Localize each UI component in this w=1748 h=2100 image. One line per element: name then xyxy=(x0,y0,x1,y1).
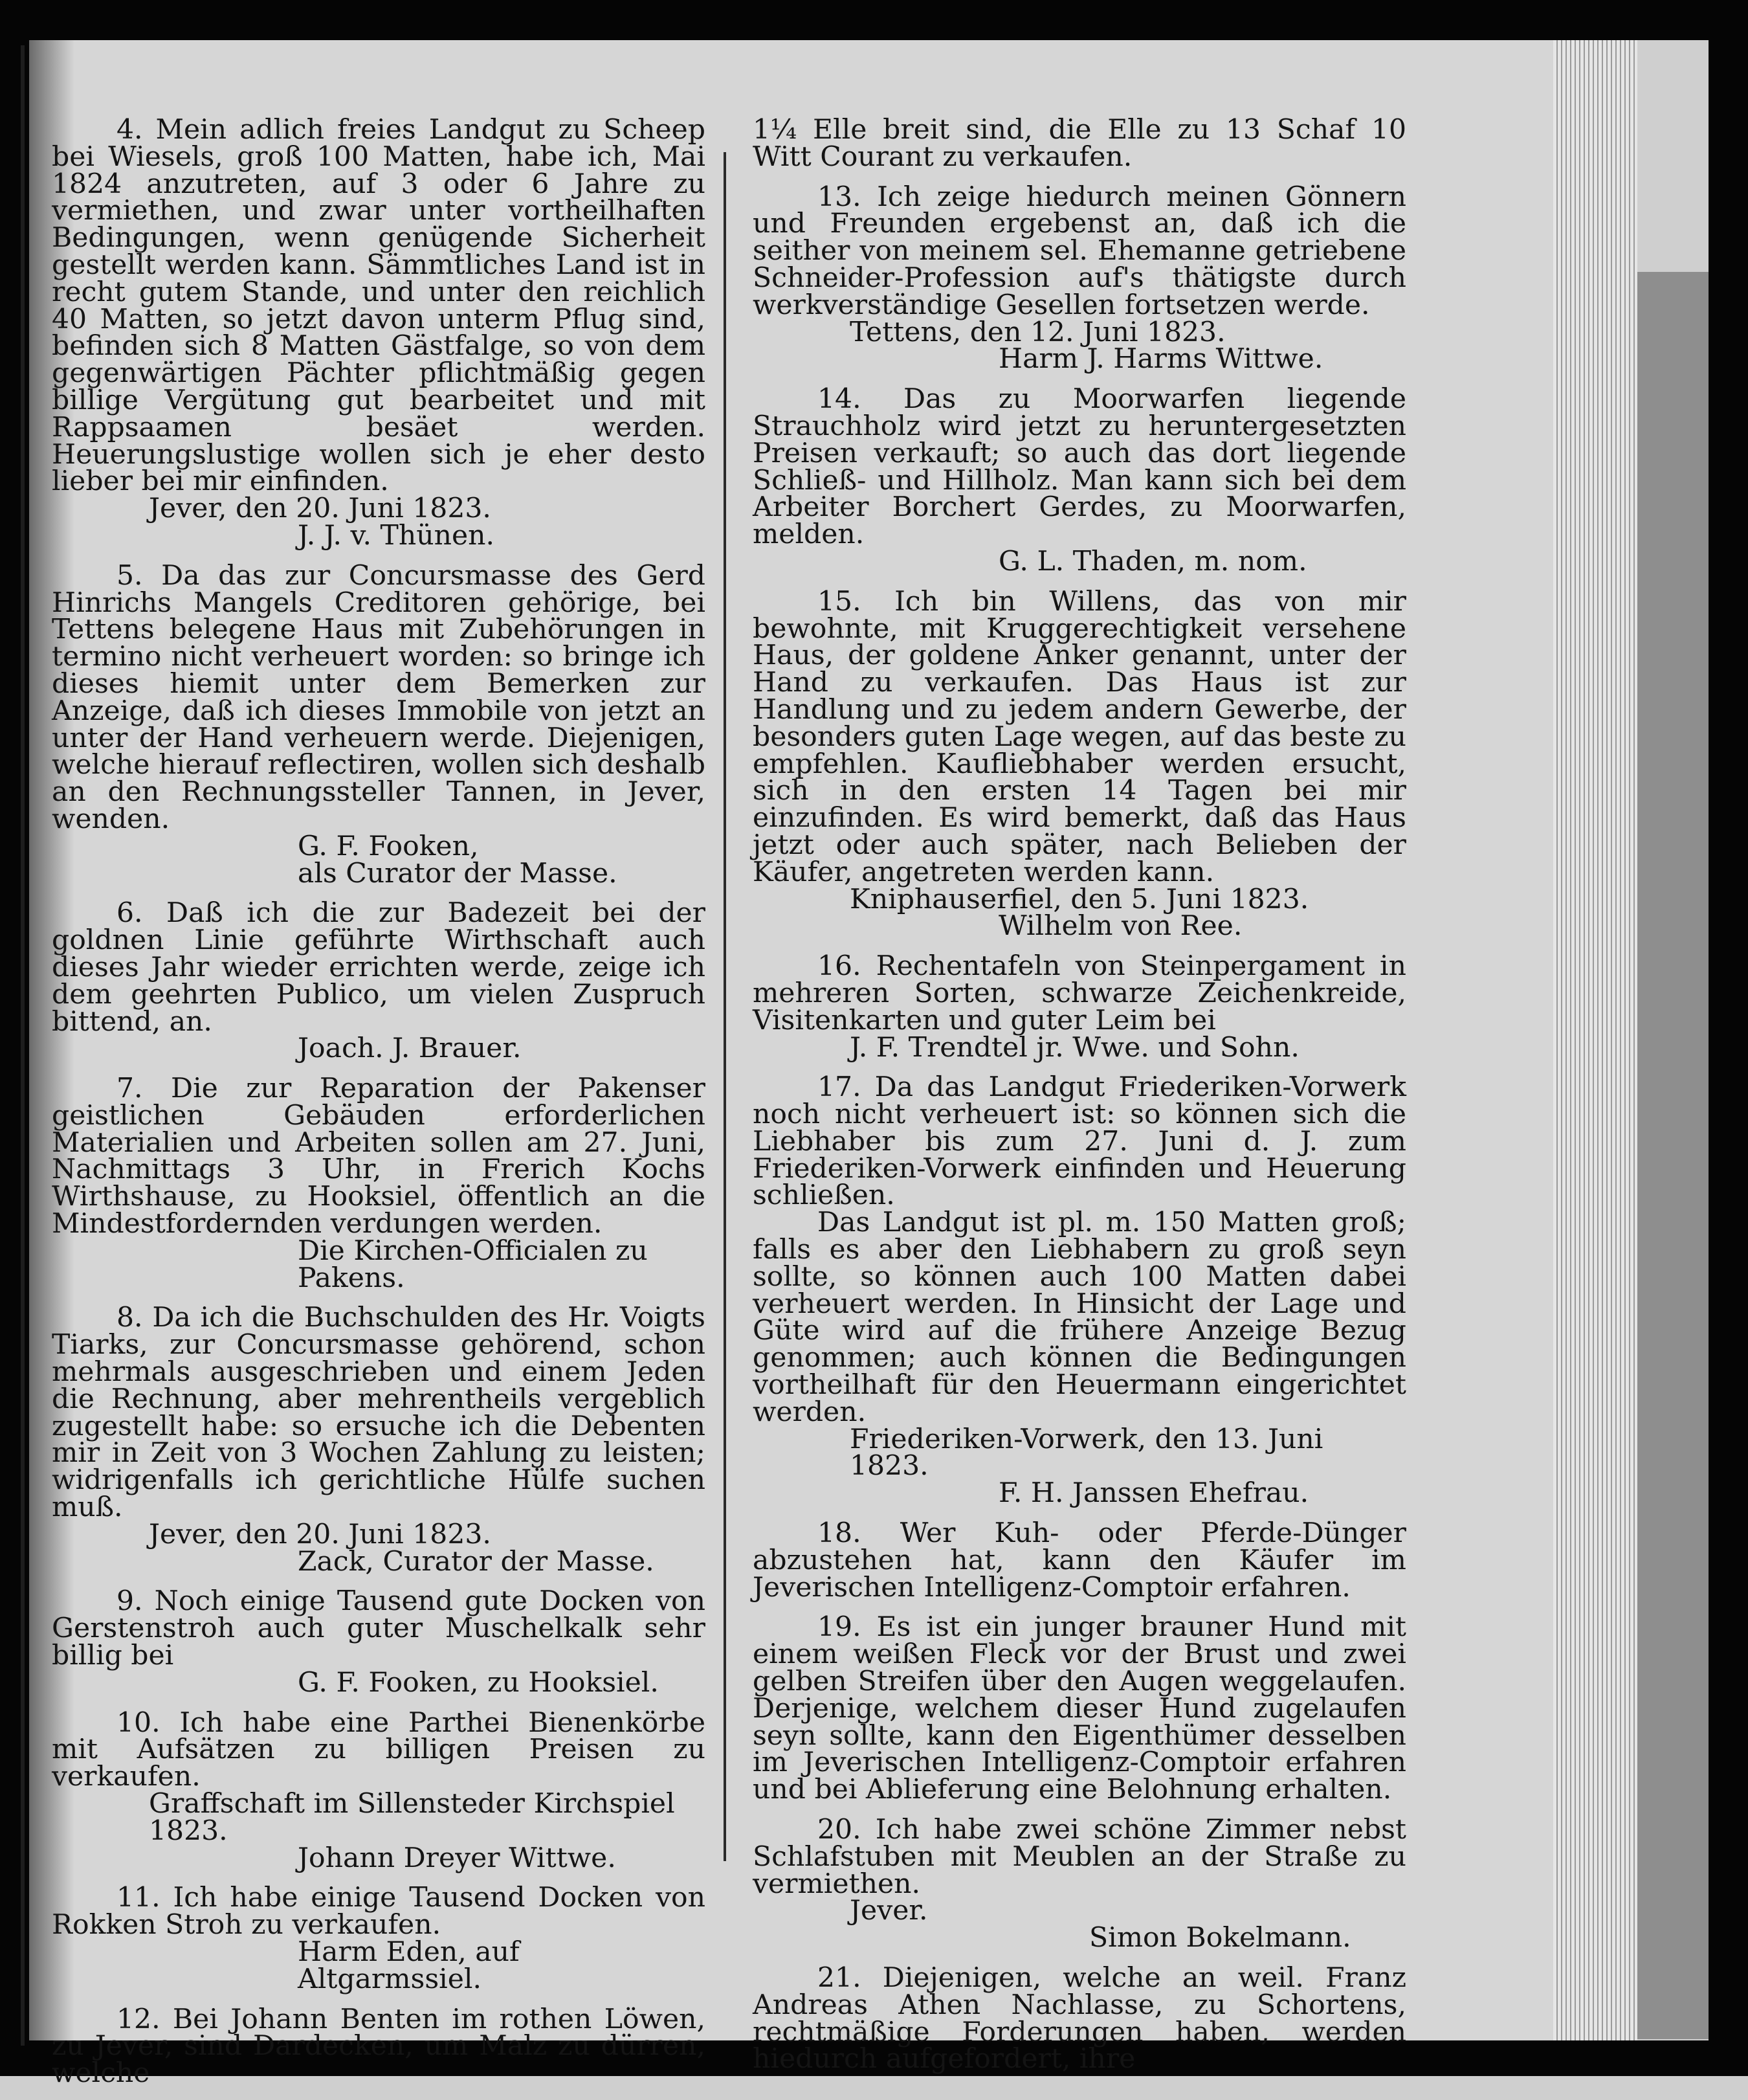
notice-10 xyxy=(52,1706,705,1874)
notice-19 xyxy=(753,1611,1406,1806)
notice-14 xyxy=(753,383,1406,577)
notice-21 xyxy=(753,1962,1406,2075)
notice-place-date: Tettens, den 12. Juni 1823. xyxy=(850,316,1226,348)
notice-text: 17. Da das Landgut Friederiken-Vorwerk noch nicht verheuert ist: so können sich die Liebhaber bis zum 27. Juni d. J. zum Friederiken-Vorwerk einfinden und Heuerung schließen. xyxy=(753,1071,1406,1212)
notice-signature: Johann Dreyer Wittwe. xyxy=(298,1842,616,1874)
notice-text: 9. Noch einige Tausend gute Docken von Gerstenstroh auch guter Muschelkalk sehr billig bei xyxy=(52,1585,705,1672)
notice-12-continued xyxy=(753,114,1406,173)
notice-signature: G. F. Fooken, zu Hooksiel. xyxy=(298,1666,659,1699)
scan-border-right xyxy=(1709,0,1748,2076)
notice-5 xyxy=(52,559,705,889)
notice-text: 5. Da das zur Concursmasse des Gerd Hinrichs Mangels Creditoren gehörige, bei Tettens belegene Haus mit Zubehörungen in termino nicht verheuert worden: so bringe ich dieses hiemit unter dem Bemerken zur Anzeige, daß ich dieses Immobile von jetzt an unter der Hand verheuern werde. Diejenigen, welche hierauf reflectiren, wollen sich deshalb an den Rechnungssteller Tannen, in Jever, wenden. xyxy=(52,559,705,835)
notice-signature: Simon Bokelmann. xyxy=(1089,1922,1351,1954)
book-cover-edge xyxy=(1637,272,1709,2039)
notice-15 xyxy=(753,585,1406,943)
notice-place-date: Kniphauserfiel, den 5. Juni 1823. xyxy=(850,883,1309,915)
notice-signature: Die Kirchen-Officialen zu Pakens. xyxy=(298,1234,648,1294)
notice-text: 7. Die zur Reparation der Pakenser geistlichen Gebäuden erforderlichen Materialien und Arbeiten sollen am 27. Juni, Nachmittags 3 Uhr, in Frerich Kochs Wirthshause, zu Hooksiel, öffentlich an die Mindestfordernden verdungen werden. xyxy=(52,1073,705,1240)
right-column xyxy=(753,114,1406,2086)
notice-continuation: 1¼ Elle breit sind, die Elle zu 13 Schaf 10 Witt Courant zu verkaufen. xyxy=(753,114,1406,173)
notice-text: 15. Ich bin Willens, das von mir bewohnte, mit Kruggerechtigkeit versehene Haus, der goldene Anker genannt, unter der Hand zu verkaufen. Das Haus ist zur Handlung und zu jedem andern Gewerbe, der besonders guten Lage wegen, auf das beste zu empfehlen. Kaufliebhaber werden ersucht, sich in den ersten 14 Tagen bei mir einzufinden. Es wird bemerkt, daß das Haus jetzt oder auch später, nach Belieben der Käufer, angetreten werden kann. xyxy=(753,585,1406,888)
notice-13 xyxy=(753,181,1406,375)
notice-11 xyxy=(52,1884,705,1993)
notice-signature: G. F. Fooken, xyxy=(298,830,479,862)
notice-text: 19. Es ist ein junger brauner Hund mit einem weißen Fleck vor der Brust und zwei gelben Streifen über den Augen weggelaufen. Derjenige, welchem dieser Hund zugelaufen seyn sollte, kann den Eigenthümer desselben im Jeverischen Intelligenz-Comptoir erfahren und bei Ablieferung eine Belohnung erhalten. xyxy=(753,1611,1406,1806)
notice-7 xyxy=(52,1073,705,1294)
notice-signature: Harm Eden, auf Altgarmssiel. xyxy=(298,1936,520,1995)
notice-text: 11. Ich habe einige Tausend Docken von Rokken Stroh zu verkaufen. xyxy=(52,1882,705,1941)
notice-20 xyxy=(753,1816,1406,1952)
notice-8 xyxy=(52,1302,705,1578)
notice-text-paragraph-2: Das Landgut ist pl. m. 150 Matten groß; falls es aber den Liebhabern zu groß seyn sollte, so können auch 100 Matten dabei verheuert werden. In Hinsicht der Lage und Güte wird auf die frühere Anzeige Bezug genommen; auch können die Bedingungen vortheilhaft für den Heuermann eingerichtet werden. xyxy=(753,1207,1406,1428)
binding-edge xyxy=(21,45,25,2046)
notice-12 xyxy=(52,2003,705,2090)
notice-17 xyxy=(753,1071,1406,1510)
notice-18 xyxy=(753,1517,1406,1603)
notice-place-date: Jever, den 20. Juni 1823. xyxy=(149,493,491,525)
notice-signature-title: als Curator der Masse. xyxy=(298,857,617,889)
page-stack-edge xyxy=(1553,40,1637,2040)
notice-text: 12. Bei Johann Benten im rothen Löwen, zu Jever, sind Dardecken, um Malz zu dürren, welche xyxy=(52,2003,705,2090)
notice-place-date: Graffschaft im Sillensteder Kirchspiel 1823. xyxy=(149,1788,675,1847)
notice-signature: Wilhelm von Ree. xyxy=(999,910,1243,943)
column-divider xyxy=(724,152,726,1861)
notice-text: 16. Rechentafeln von Steinpergament in mehreren Sorten, schwarze Zeichenkreide, Visitenkarten und guter Leim bei xyxy=(753,950,1406,1036)
notice-9 xyxy=(52,1585,705,1699)
notice-signature: Joach. J. Brauer. xyxy=(298,1033,522,1065)
notice-text: 20. Ich habe zwei schöne Zimmer nebst Schlafstuben mit Meublen an der Straße zu vermiethen. xyxy=(753,1814,1406,1900)
notice-16 xyxy=(753,950,1406,1064)
notice-place-date: Jever, den 20. Juni 1823. xyxy=(149,1518,491,1550)
notice-4 xyxy=(52,114,705,552)
scan-border-left xyxy=(0,0,29,2076)
notice-text: 10. Ich habe eine Parthei Bienenkörbe mit Aufsätzen zu billigen Preisen zu verkaufen. xyxy=(52,1706,705,1793)
notice-text: 18. Wer Kuh- oder Pferde-Dünger abzustehen hat, kann den Käufer im Jeverischen Intelligenz-Comptoir erfahren. xyxy=(753,1517,1406,1603)
scan-border-top xyxy=(0,0,1748,40)
notice-text: 4. Mein adlich freies Landgut zu Scheep bei Wiesels, groß 100 Matten, habe ich, Mai 1824 anzutreten, auf 3 oder 6 Jahre zu vermiethen, und zwar unter vortheilhaften Bedingungen, wenn genügende Sicherheit gestellt werden kann. Sämmtliches Land ist in recht gutem Stande, und unter den reichlich 40 Matten, so jetzt davon unterm Pflug sind, befinden sich 8 Matten Gästfalge, so von dem gegenwärtigen Pächter pflichtmäßig gegen billige Vergütung gut bearbeitet und mit Rappsaamen besäet werden. Heuerungslustige wollen sich je eher desto lieber bei mir einfinden. xyxy=(52,114,705,498)
notice-signature: J. J. v. Thünen. xyxy=(298,519,494,552)
notice-text: 13. Ich zeige hiedurch meinen Gönnern und Freunden ergebenst an, daß ich die seither von meinem sel. Ehemanne getriebene Schneider-Profession auf's thätigste durch werkverständige Gesellen fortsetzen werde. xyxy=(753,181,1406,321)
left-column xyxy=(52,114,705,2100)
notice-place-date: Friederiken-Vorwerk, den 13. Juni 1823. xyxy=(850,1423,1323,1482)
notice-text: 14. Das zu Moorwarfen liegende Strauchholz wird jetzt zu heruntergesetzten Preisen verkauft; so auch das dort liegende Schließ- und Hillholz. Man kann sich bei dem Arbeiter Borchert Gerdes, zu Moorwarfen, melden. xyxy=(753,383,1406,551)
notice-text: 8. Da ich die Buchschulden des Hr. Voigts Tiarks, zur Concursmasse gehörend, schon mehrmals ausgeschrieben und einem Jeden die Rechnung, aber mehrentheils vergeblich zugestellt habe: so ersuche ich die Debenten mir in Zeit von 3 Wochen Zahlung zu leisten; widrigenfalls ich gerichtliche Hülfe suchen muß. xyxy=(52,1302,705,1524)
notice-signature: Harm J. Harms Wittwe. xyxy=(999,343,1323,375)
notice-signature: Zack, Curator der Masse. xyxy=(298,1545,654,1578)
notice-signature: G. L. Thaden, m. nom. xyxy=(999,545,1307,577)
notice-signature: J. F. Trendtel jr. Wwe. und Sohn. xyxy=(850,1031,1300,1064)
notice-text: 21. Diejenigen, welche an weil. Franz Andreas Athen Nachlasse, zu Schortens, rechtmäßige Forderungen haben, werden hiedurch aufgefordert, ihre xyxy=(753,1962,1406,2075)
notice-signature: F. H. Janssen Ehefrau. xyxy=(999,1477,1309,1510)
notice-6 xyxy=(52,897,705,1065)
notice-place-date: Jever. xyxy=(850,1895,928,1927)
notice-text: 6. Daß ich die zur Badezeit bei der goldnen Linie geführte Wirthschaft auch dieses Jahr wieder errichten werde, zeige ich dem geehrten Publico, um vielen Zuspruch bittend, an. xyxy=(52,897,705,1038)
